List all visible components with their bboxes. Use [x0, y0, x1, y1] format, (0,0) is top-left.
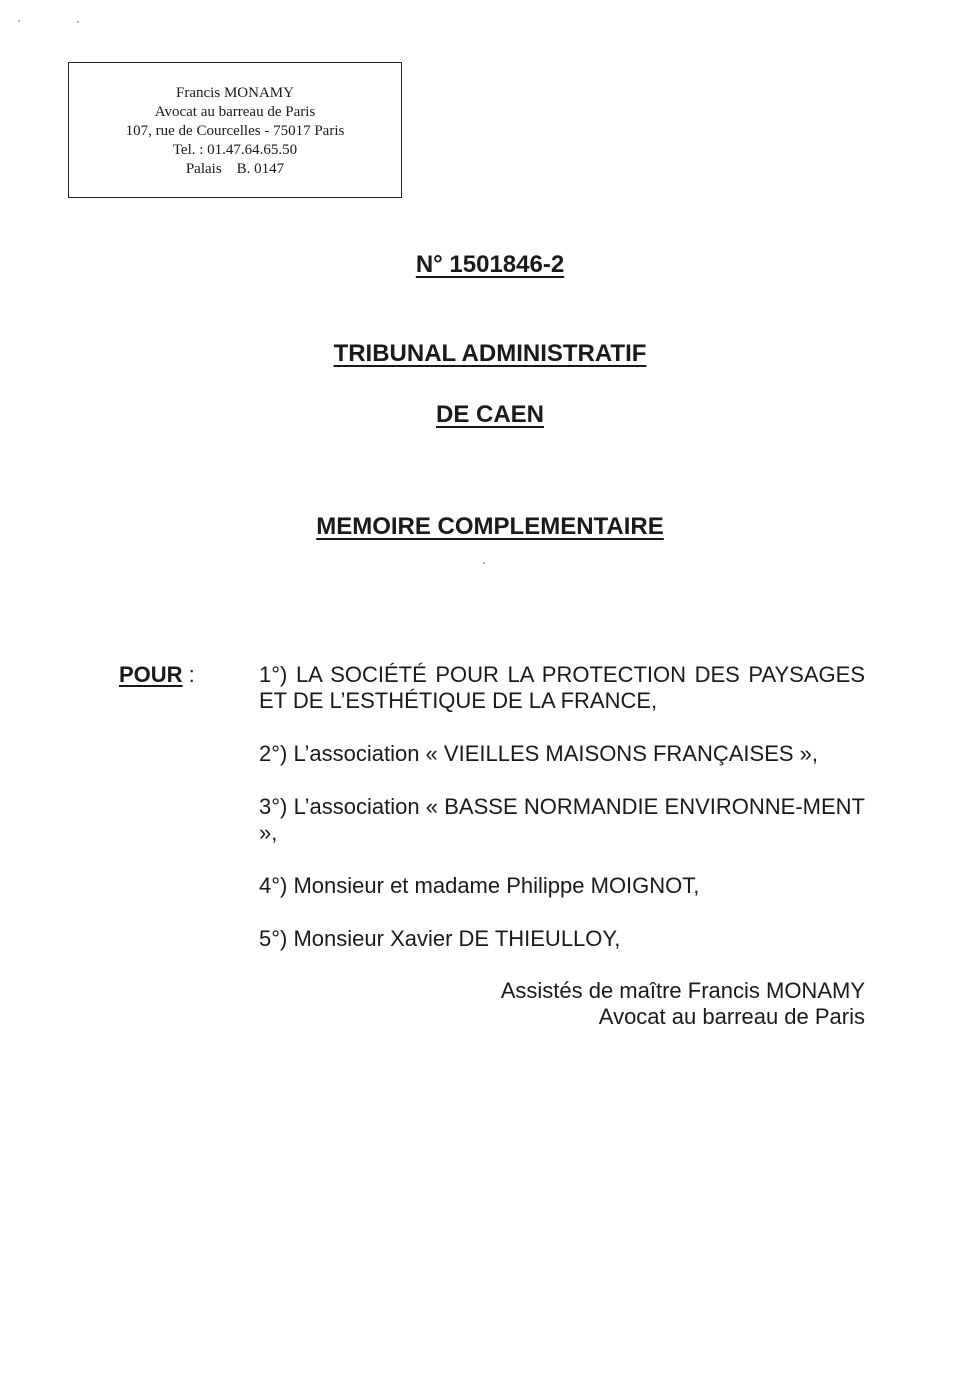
- assistance-line2: Avocat au barreau de Paris: [598, 1004, 865, 1029]
- party-item: 5°) Monsieur Xavier DE THIEULLOY,: [259, 926, 621, 951]
- lawyer-name: Francis MONAMY: [176, 85, 294, 101]
- pour-label-text: POUR: [119, 662, 183, 687]
- lawyer-palais: Palais B. 0147: [185, 161, 285, 177]
- assistance-block: [501, 978, 865, 1030]
- scan-speck: [483, 562, 485, 564]
- parties-list: [259, 662, 865, 979]
- document-title: MEMOIRE COMPLEMENTAIRE: [316, 513, 664, 540]
- party-item: 1°) LA SOCIÉTÉ POUR LA PROTECTION DES PAYSAGES ET DE L’ESTHÉTIQUE DE LA FRANCE,: [259, 662, 865, 713]
- lawyer-phone: Tel. : 01.47.64.65.50: [172, 142, 298, 158]
- pour-label: [119, 662, 195, 688]
- case-number: N° 1501846-2: [415, 251, 565, 278]
- party-item: 2°) L’association « VIEILLES MAISONS FRANÇAISES »,: [259, 741, 819, 766]
- lawyer-bar: Avocat au barreau de Paris: [154, 104, 316, 120]
- assistance-line1: Assistés de maître Francis MONAMY: [500, 978, 865, 1003]
- court-name-line2: DE CAEN: [435, 401, 544, 428]
- lawyer-letterhead-box: [68, 62, 402, 198]
- scan-speck: [77, 21, 79, 23]
- pour-label-separator: :: [182, 662, 195, 687]
- scan-speck: [18, 20, 20, 22]
- lawyer-address: 107, rue de Courcelles - 75017 Paris: [125, 123, 345, 139]
- court-name-line1: TRIBUNAL ADMINISTRATIF: [333, 340, 647, 367]
- party-item: 4°) Monsieur et madame Philippe MOIGNOT,: [259, 873, 700, 898]
- party-item: 3°) L’association « BASSE NORMANDIE ENVIRONNE-MENT »,: [259, 794, 865, 845]
